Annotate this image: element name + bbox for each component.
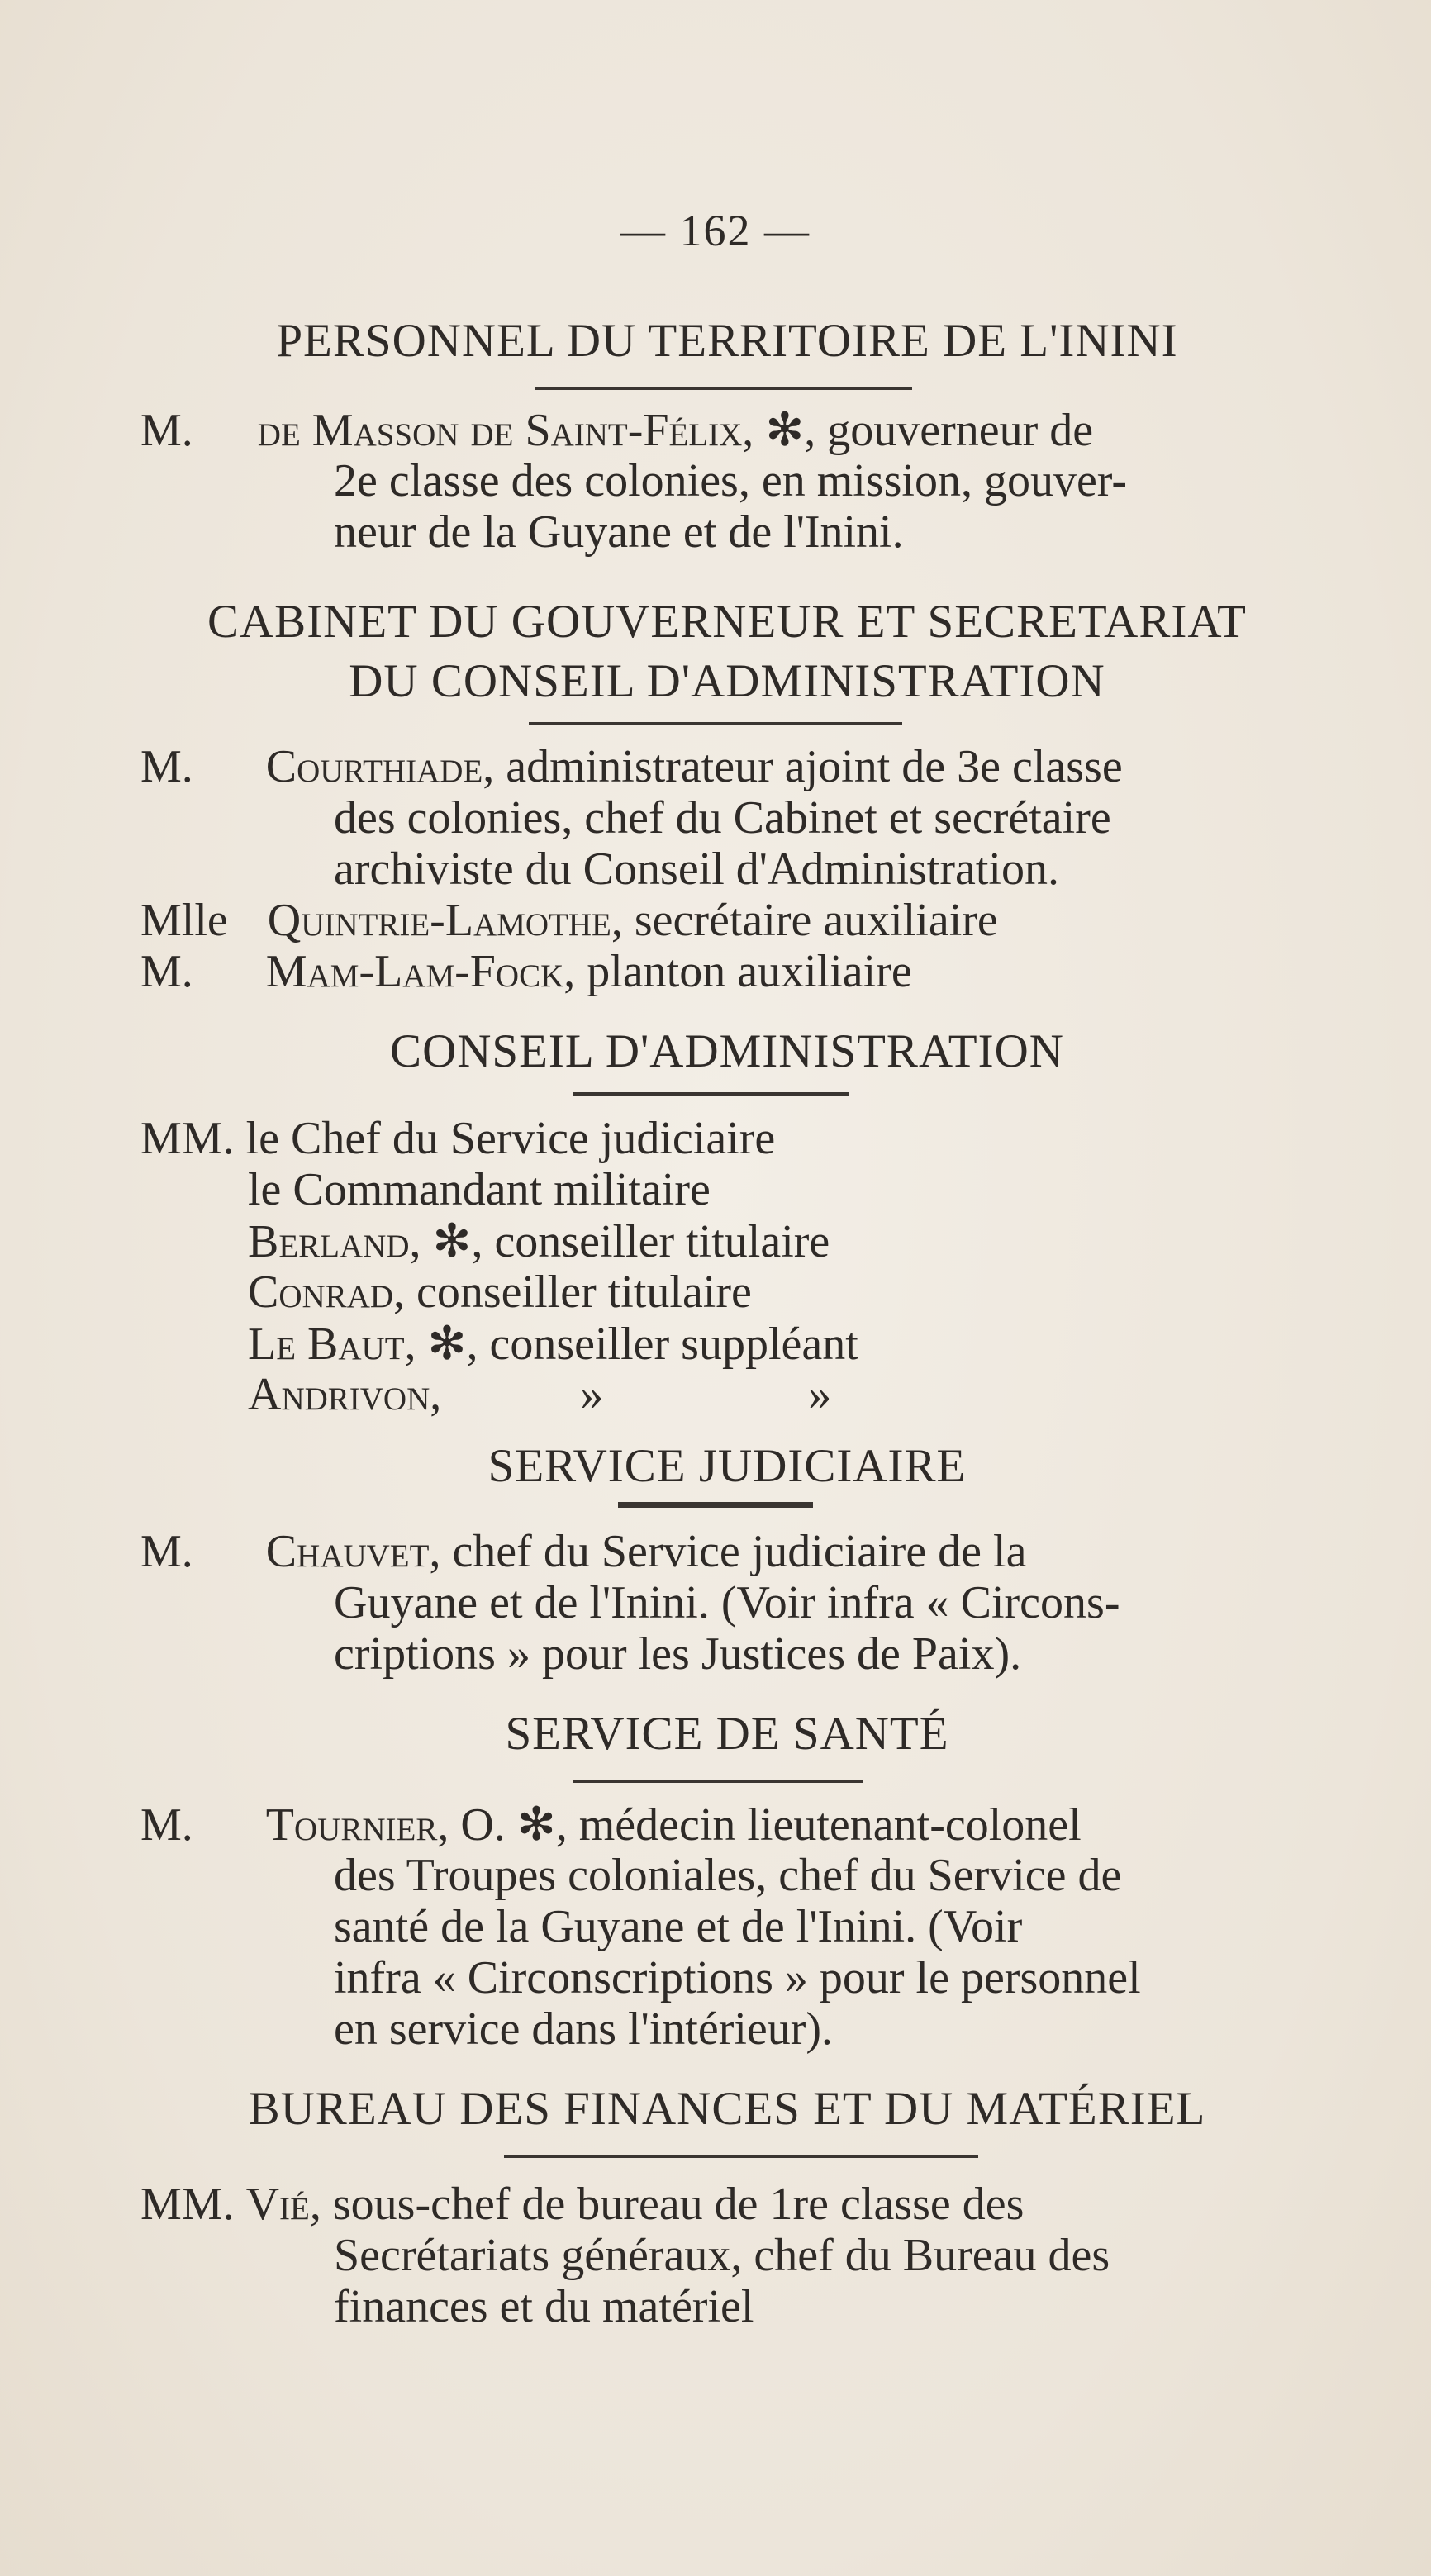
cabinet-row-3 bbox=[140, 945, 912, 998]
conseil-item-2: le Commandant militaire bbox=[248, 1164, 711, 1215]
person-name: Vié, bbox=[245, 2179, 321, 2230]
ditto-mark: » bbox=[808, 1369, 832, 1420]
personnel-line-1 bbox=[140, 403, 1093, 457]
personnel-line-2: 2e classe des colonies, en mission, gouver- bbox=[334, 455, 1127, 506]
section-title-cabinet-2: DU CONSEIL D'ADMINISTRATION bbox=[349, 655, 1105, 707]
title-prefix: M. bbox=[140, 1799, 193, 1851]
person-role: conseiller titulaire bbox=[416, 1267, 752, 1318]
person-role: ✻, conseiller suppléant bbox=[427, 1319, 858, 1370]
person-name: Tournier, bbox=[265, 1799, 449, 1851]
title-prefix: MM. bbox=[140, 1113, 235, 1164]
personnel-line-3: neur de la Guyane et de l'Inini. bbox=[334, 506, 904, 558]
conseil-item-4 bbox=[248, 1266, 752, 1319]
person-role: secrétaire auxiliaire bbox=[634, 895, 998, 946]
sante-line-4: infra « Circonscriptions » pour le personnel bbox=[334, 1952, 1141, 2003]
title-prefix: M. bbox=[140, 741, 193, 792]
person-name: Le Baut, bbox=[248, 1319, 416, 1370]
title-prefix: Mlle bbox=[140, 895, 228, 946]
judiciaire-line-1 bbox=[140, 1525, 1026, 1578]
finances-line-1 bbox=[140, 2178, 1024, 2231]
member: le Chef du Service judiciaire bbox=[245, 1113, 776, 1164]
section-title-sante: SERVICE DE SANTÉ bbox=[505, 1708, 949, 1760]
person-name: Andrivon, bbox=[248, 1369, 442, 1420]
conseil-item-6 bbox=[248, 1368, 831, 1421]
person-name: de Masson de Saint-Félix, bbox=[257, 405, 754, 456]
conseil-item-5 bbox=[248, 1317, 858, 1371]
person-name: Courthiade, bbox=[265, 741, 495, 792]
person-role: ✻, conseiller titulaire bbox=[432, 1216, 830, 1267]
person-role: chef du Service judiciaire de la bbox=[452, 1526, 1027, 1577]
conseil-item-1 bbox=[140, 1112, 775, 1165]
divider bbox=[618, 1502, 813, 1508]
sante-line-1 bbox=[140, 1798, 1082, 1851]
section-title-judiciaire: SERVICE JUDICIAIRE bbox=[487, 1440, 967, 1492]
divider bbox=[504, 2155, 978, 2158]
cabinet-row-2 bbox=[140, 894, 998, 947]
person-role: planton auxiliaire bbox=[587, 946, 912, 997]
divider bbox=[573, 1092, 849, 1096]
finances-line-3: finances et du matériel bbox=[334, 2281, 754, 2332]
person-name: Berland, bbox=[248, 1216, 421, 1267]
title-prefix: M. bbox=[140, 946, 193, 997]
cabinet-row-1-line-2: des colonies, chef du Cabinet et secrétaire bbox=[334, 792, 1111, 844]
title-prefix: M. bbox=[140, 405, 193, 456]
ditto-mark: » bbox=[580, 1369, 604, 1420]
person-name: Quintrie-Lamothe, bbox=[267, 895, 623, 946]
person-role: O. ✻, médecin lieutenant-colonel bbox=[460, 1799, 1082, 1851]
divider bbox=[573, 1780, 863, 1783]
person-name: Conrad, bbox=[248, 1267, 406, 1318]
conseil-item-3 bbox=[248, 1214, 830, 1268]
sante-line-5: en service dans l'intérieur). bbox=[334, 2003, 834, 2055]
title-prefix: M. bbox=[140, 1526, 193, 1577]
title-prefix: MM. bbox=[140, 2179, 235, 2230]
cabinet-row-1 bbox=[140, 740, 1123, 793]
sante-line-3: santé de la Guyane et de l'Inini. (Voir bbox=[334, 1901, 1023, 1952]
finances-line-2: Secrétariats généraux, chef du Bureau des bbox=[334, 2230, 1110, 2281]
divider bbox=[535, 387, 912, 390]
section-title-finances: BUREAU DES FINANCES ET DU MATÉRIEL bbox=[248, 2083, 1206, 2135]
section-title-cabinet-1: CABINET DU GOUVERNEUR ET SECRETARIAT bbox=[207, 596, 1247, 648]
section-title-conseil: CONSEIL D'ADMINISTRATION bbox=[390, 1025, 1064, 1077]
page-number: — 162 — bbox=[620, 206, 811, 255]
person-role: administrateur ajoint de 3e classe bbox=[506, 741, 1123, 792]
section-title-personnel: PERSONNEL DU TERRITOIRE DE L'ININI bbox=[276, 315, 1178, 367]
cabinet-row-1-line-3: archiviste du Conseil d'Administration. bbox=[334, 844, 1059, 895]
person-name: Chauvet, bbox=[265, 1526, 441, 1577]
person-role: ✻, gouverneur de bbox=[765, 405, 1094, 456]
judiciaire-line-3: criptions » pour les Justices de Paix). bbox=[334, 1628, 1022, 1680]
divider bbox=[529, 722, 902, 725]
sante-line-2: des Troupes coloniales, chef du Service de bbox=[334, 1850, 1122, 1901]
judiciaire-line-2: Guyane et de l'Inini. (Voir infra « Circons- bbox=[334, 1577, 1120, 1628]
person-name: Mam-Lam-Fock, bbox=[265, 946, 576, 997]
person-role: sous-chef de bureau de 1re classe des bbox=[332, 2179, 1025, 2230]
